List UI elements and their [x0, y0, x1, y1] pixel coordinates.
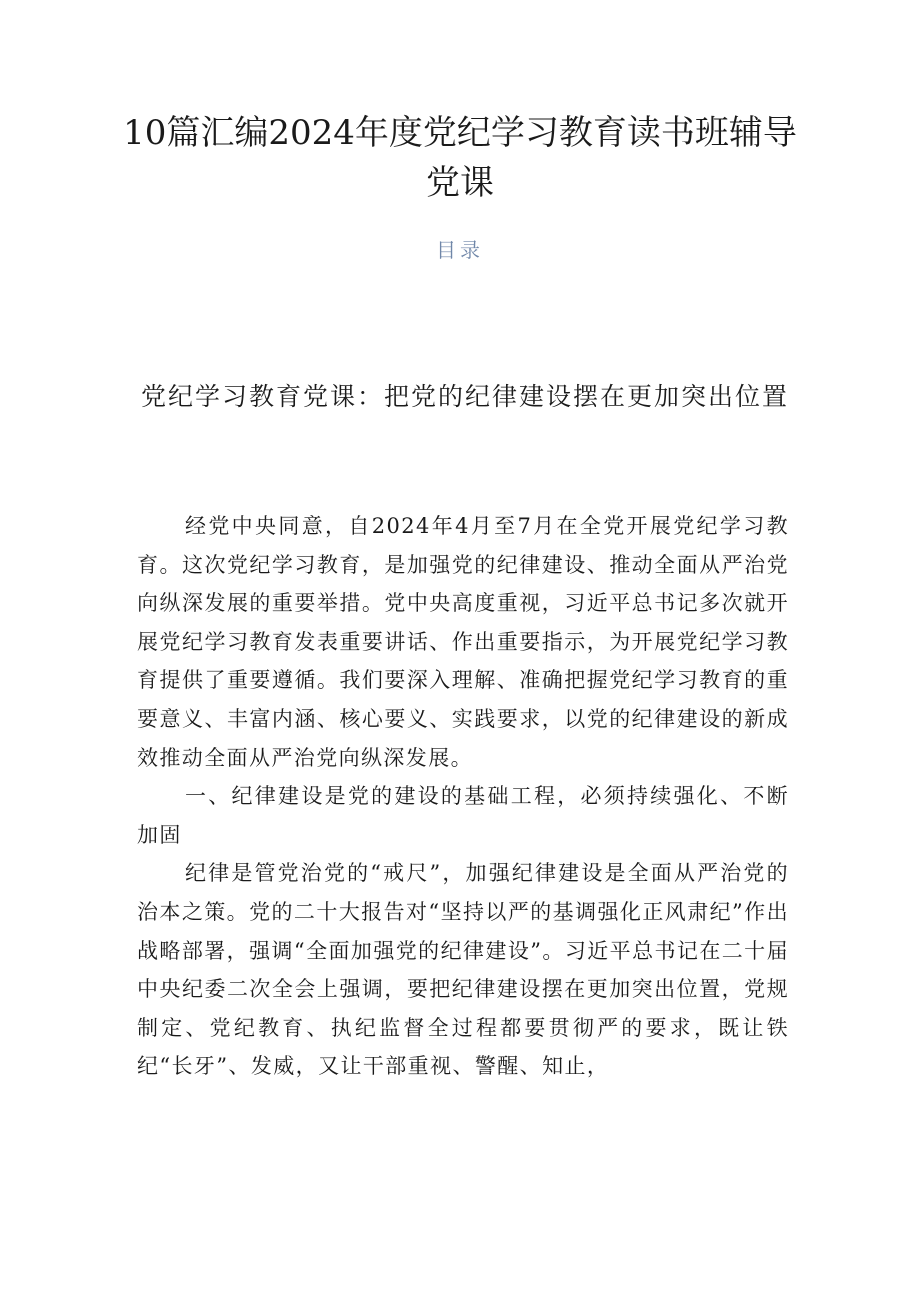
document-title: 10篇汇编2024年度党纪学习教育读书班辅导党课	[123, 113, 797, 203]
body-text	[137, 507, 789, 1086]
section-title: 党纪学习教育党课：把党的纪律建设摆在更加突出位置	[140, 382, 789, 411]
paragraph-heading-one: 一、纪律建设是党的建设的基础工程，必须持续强化、不断加固	[137, 784, 789, 847]
paragraph-intro: 经党中央同意，自2024年4月至7月在全党开展党纪学习教育。这次党纪学习教育，是加强党的纪律建设、推动全面从严治党向纵深发展的重要举措。党中央高度重视，习近平总书记多次就开展党纪学习教育发表重要讲话、作出重要指示，为开展党纪学习教育提供了重要遵循。我们要深入理解、准确把握党纪学习教育的重要意义、丰富内涵、核心要义、实践要求，以党的纪律建设的新成效推动全面从严治党向纵深发展。	[137, 514, 789, 770]
table-of-contents-link[interactable]: 目录	[436, 238, 484, 262]
paragraph-discipline: 纪律是管党治党的“戒尺”，加强纪律建设是全面从严治党的治本之策。党的二十大报告对“坚持以严的基调强化正风肃纪”作出战略部署，强调“全面加强党的纪律建设”。习近平总书记在二十届中央纪委二次全会上强调，要把纪律建设摆在更加突出位置，党规制定、党纪教育、执纪监督全过程都要贯彻严的要求，既让铁纪“长牙”、发威，又让干部重视、警醒、知止，	[137, 861, 789, 1079]
